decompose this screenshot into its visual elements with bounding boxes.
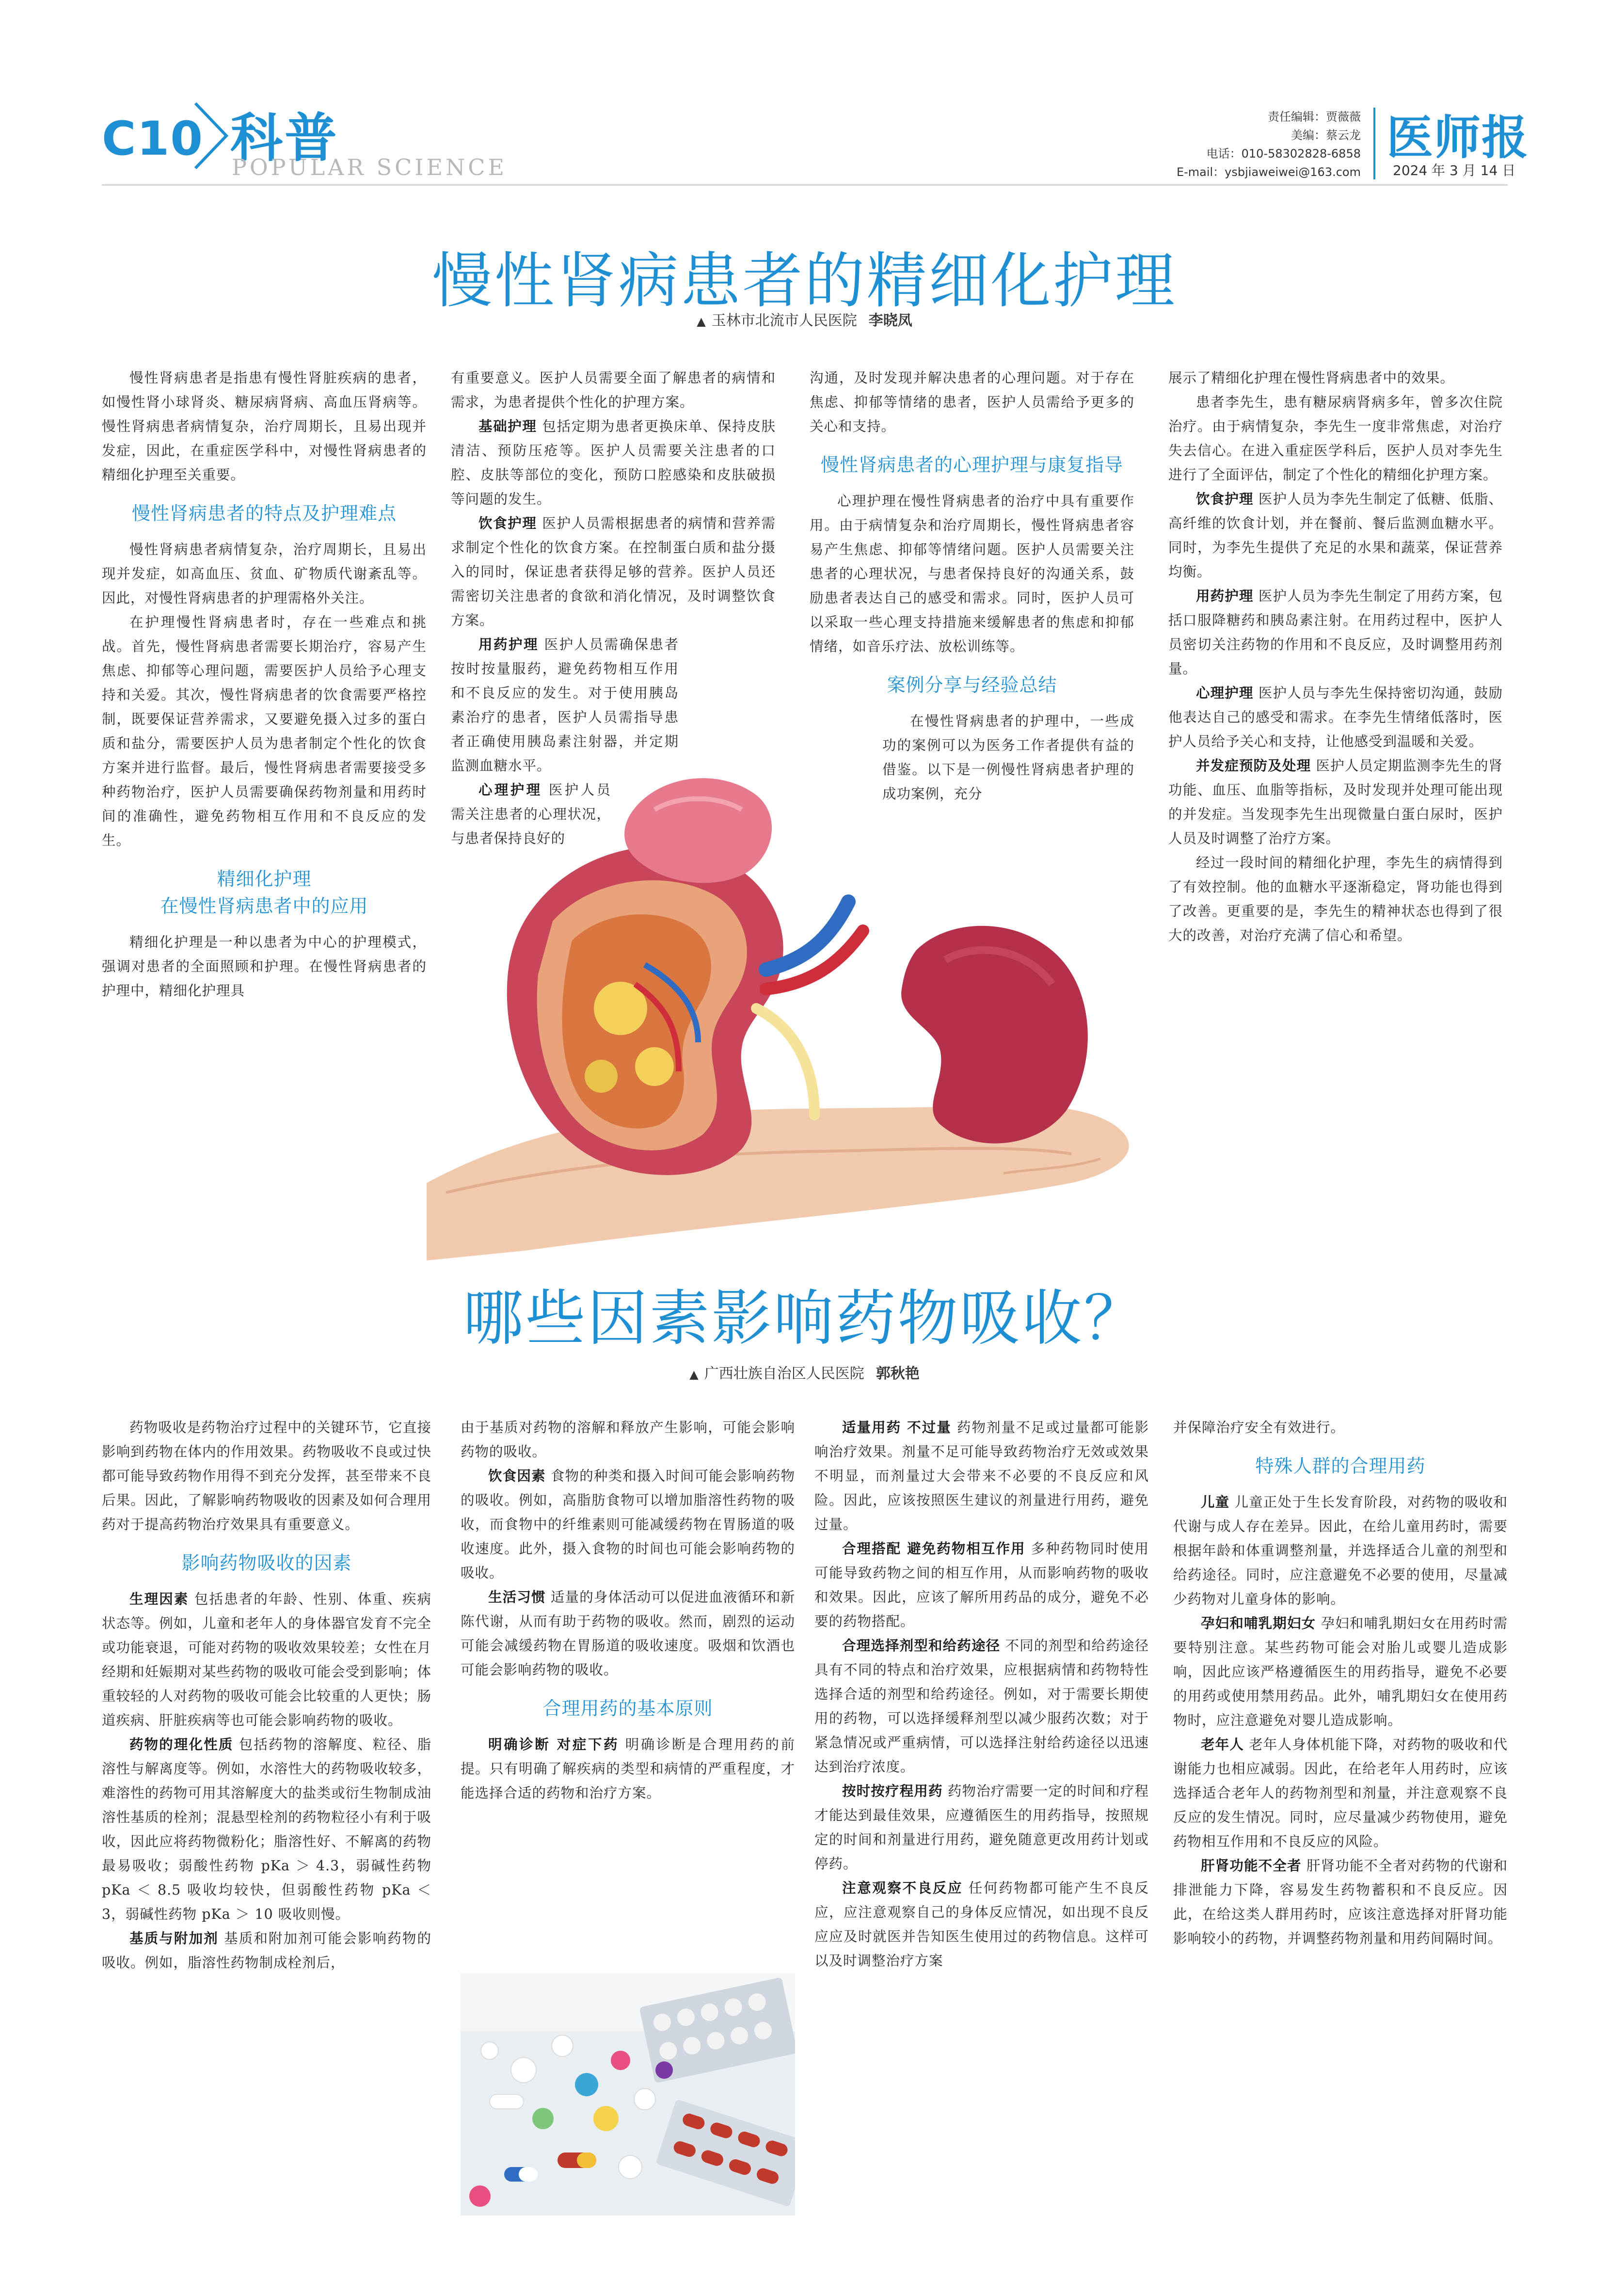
paragraph-text: 肝肾功能不全者对药物的代谢和排泄能力下降，容易发生药物蓄积和不良反应。因此，在给这类人群用药时，应该注意选择对肝肾功能影响较小的药物，并调整药物剂量和用药间隔时间。 bbox=[1173, 1858, 1508, 1946]
paragraph: 展示了精细化护理在慢性肾病患者中的效果。 bbox=[1168, 370, 1455, 386]
section-title: 科普 bbox=[230, 108, 339, 169]
paragraph-text: 医护人员需关注患者的心理状况，与患者保持良好的 bbox=[451, 782, 611, 846]
article1-byline bbox=[0, 308, 1609, 330]
phone-line: 电话：010-58302828-6858 bbox=[1206, 147, 1361, 160]
inline-heading: 用药护理 bbox=[478, 637, 539, 653]
paragraph-text: 任何药物都可能产生不良反应，应注意观察自己的身体反应情况，如出现不良反应应及时就医并告知医生使用过的药物信息。这样可以及时调整治疗方案 bbox=[814, 1880, 1149, 1969]
paragraph-text: 包括患者的年龄、性别、体重、疾病状态等。例如，儿童和老年人的身体器官发育不完全或功能衰退，可能对药物的吸收效果较差；女性在月经期和妊娠期对某些药物的吸收可能会受到影响；体重较轻的人对药物的吸收可能会比较重的人更快；肠道疾病、肝脏疾病等也可能会影响药物的吸收。 bbox=[102, 1591, 431, 1728]
inline-heading: 心理护理 bbox=[1196, 685, 1254, 701]
article2-title: 哪些因素影响药物吸收？ bbox=[463, 1284, 1146, 1354]
paragraph: 慢性肾病患者病情复杂，治疗周期长，且易出现并发症，如高血压、贫血、矿物质代谢紊乱等。因此，对慢性肾病患者的护理需格外关注。 bbox=[102, 542, 427, 606]
subheading: 精细化护理 bbox=[217, 868, 312, 890]
inline-heading: 适量用药 不过量 bbox=[842, 1419, 952, 1435]
article2-column-3 bbox=[814, 1416, 1149, 1973]
subheading: 在慢性肾病患者中的应用 bbox=[160, 895, 368, 917]
paragraph: 在慢性肾病患者的护理中，一些成功的案例可以为医务工作者提供有益的借鉴。以下是一例慢性肾病患者护理的成功案例，充分 bbox=[882, 713, 1134, 802]
paragraph: 心理护理在慢性肾病患者的治疗中具有重要作用。由于病情复杂和治疗周期长，慢性肾病患者容易产生焦虑、抑郁等情绪问题。医护人员需要关注患者的心理状况，与患者保持良好的沟通关系，鼓励患者表达自己的感受和需求。同时，医护人员可以采取一些心理支持措施来缓解患者的焦虑和抑郁情绪，如音乐疗法、放松训练等。 bbox=[810, 493, 1134, 654]
email-line: E-mail：ysbjiaweiwei@163.com bbox=[1176, 165, 1361, 179]
article1-column-3 bbox=[810, 366, 1134, 806]
wrap-around-image bbox=[882, 709, 1134, 806]
editor-info bbox=[1177, 108, 1361, 181]
inline-heading: 合理搭配 避免药物相互作用 bbox=[842, 1541, 1026, 1557]
inline-heading: 按时按疗程用药 bbox=[842, 1783, 943, 1799]
section-subtitle: POPULAR SCIENCE bbox=[232, 154, 508, 180]
pills-image bbox=[461, 1973, 795, 2216]
inline-heading: 明确诊断 对症下药 bbox=[488, 1737, 620, 1753]
byline-org: 玉林市北流市人民医院 bbox=[711, 312, 857, 329]
paragraph-text: 医护人员与李先生保持密切沟通，鼓励他表达自己的感受和需求。在李先生情绪低落时，医护人员给予关心和支持，让他感受到温暖和关爱。 bbox=[1168, 685, 1503, 749]
inline-heading: 老年人 bbox=[1201, 1737, 1244, 1753]
paragraph: 慢性肾病患者是指患有慢性肾脏疾病的患者，如慢性肾小球肾炎、糖尿病肾病、高血压肾病等。慢性肾病患者病情复杂，治疗周期长，且易出现并发症，因此，在重症医学科中，对慢性肾病患者的精细化护理至关重要。 bbox=[102, 370, 427, 483]
byline-org: 广西壮族自治区人民医院 bbox=[704, 1365, 864, 1382]
header-rule bbox=[102, 184, 1508, 186]
paragraph: 在护理慢性肾病患者时，存在一些难点和挑战。首先，慢性肾病患者需要长期治疗，容易产生焦虑、抑郁等心理问题，需要医护人员给予心理支持和关爱。其次，慢性肾病患者的饮食需要严格控制，既要保证营养需求，又要避免摄入过多的蛋白质和盐分，需要医护人员为患者制定个性化的饮食方案并进行监督。最后，慢性肾病患者需要接受多种药物治疗，医护人员需要确保药物剂量和用药时间的准确性，避免药物相互作用和不良反应的发生。 bbox=[102, 614, 427, 848]
paragraph: 有重要意义。医护人员需要全面了解患者的病情和需求，为患者提供个性化的护理方案。 bbox=[451, 370, 776, 410]
byline-marker: ▲ bbox=[697, 315, 706, 328]
inline-heading: 基础护理 bbox=[478, 418, 537, 434]
inline-heading: 饮食因素 bbox=[488, 1468, 546, 1484]
article1-column-1 bbox=[102, 366, 427, 1003]
paragraph-text: 明确诊断是合理用药的前提。只有明确了解疾病的类型和病情的严重程度，才能选择合适的药物和治疗方案。 bbox=[461, 1737, 795, 1801]
paragraph-text: 医护人员需根据患者的病情和营养需求制定个性化的饮食方案。在控制蛋白质和盐分摄入的同时，保证患者获得足够的营养。医护人员还需密切关注患者的食欲和消化情况，及时调整饮食方案。 bbox=[451, 515, 776, 628]
article2-byline bbox=[0, 1361, 1609, 1383]
paragraph-text: 不同的剂型和给药途径具有不同的特点和治疗效果，应根据病情和药物特性选择合适的剂型和给药途径。例如，对于需要长期使用的药物，可以选择缓释剂型以减少服药次数；对于紧急情况或严重病情，可以选择注射给药途径以迅速达到治疗浓度。 bbox=[814, 1638, 1149, 1775]
paragraph-text: 儿童正处于生长发育阶段，对药物的吸收和代谢与成人存在差异。因此，在给儿童用药时，需要根据年龄和体重调整剂量，并选择适合儿童的剂型和给药途径。同时，应注意避免不必要的使用，尽量减少药物对儿童身体的影响。 bbox=[1173, 1494, 1508, 1607]
page-number: C10 bbox=[102, 112, 204, 166]
paragraph-text: 药物剂量不足或过量都可能影响治疗效果。剂量不足可能导致药物治疗无效或效果不明显，而剂量过大会带来不必要的不良反应和风险。因此，应该按照医生建议的剂量进行用药，避免过量。 bbox=[814, 1419, 1149, 1532]
article2-column-2 bbox=[461, 1416, 795, 1805]
editor-line: 责任编辑：贾薇薇 bbox=[1268, 110, 1361, 124]
paragraph-text: 包括药物的溶解度、粒径、脂溶性与解离度等。例如，水溶性大的药物吸收较多，难溶性的药物可用其溶解度大的盐类或衍生物制成油溶性基质的栓剂；混悬型栓剂的药物粒径小有利于吸收，因此应将药物微粉化；脂溶性好、不解离的药物最易吸收；弱酸性药物 pKa ＞ 4.3，弱碱性药物 pKa ＜ 8.5 吸收均较快，但弱酸性药物 pKa ＜ 3，弱碱性药物 pKa ＞ 10 吸收则慢。 bbox=[102, 1737, 431, 1922]
paragraph: 并保障治疗安全有效进行。 bbox=[1173, 1419, 1345, 1435]
inline-heading: 心理护理 bbox=[478, 782, 542, 798]
masthead-logo: 医师报 bbox=[1386, 111, 1529, 165]
subheading: 特殊人群的合理用药 bbox=[1255, 1455, 1426, 1477]
paragraph: 由于基质对药物的溶解和释放产生影响，可能会影响药物的吸收。 bbox=[461, 1419, 795, 1460]
paragraph-text: 基质和附加剂可能会影响药物的吸收。例如，脂溶性药物制成栓剂后， bbox=[102, 1930, 431, 1971]
subheading: 合理用药的基本原则 bbox=[542, 1698, 713, 1719]
paragraph: 精细化护理是一种以患者为中心的护理模式，强调对患者的全面照顾和护理。在慢性肾病患者的护理中，精细化护理具 bbox=[102, 934, 427, 999]
publication-date: 2024 年 3 月 14 日 bbox=[1393, 162, 1516, 178]
paragraph-text: 食物的种类和摄入时间可能会影响药物的吸收。例如，高脂肪食物可以增加脂溶性药物的吸收，而食物中的纤维素则可能减缓药物在胃肠道的吸收速度。此外，摄入食物的时间也可能会影响药物的吸收。 bbox=[461, 1468, 795, 1581]
inline-heading: 药物的理化性质 bbox=[129, 1737, 234, 1753]
paragraph-text: 医护人员定期监测李先生的肾功能、血压、血脂等指标，及时发现并处理可能出现的并发症。当发现李先生出现微量白蛋白尿时，医护人员及时调整了治疗方案。 bbox=[1168, 758, 1503, 846]
inline-heading: 生活习惯 bbox=[488, 1589, 546, 1605]
inline-heading: 合理选择剂型和给药途径 bbox=[842, 1638, 1001, 1654]
inline-heading: 生理因素 bbox=[129, 1591, 189, 1607]
paragraph-text: 包括定期为患者更换床单、保持皮肤清洁、预防压疮等。医护人员需要关注患者的口腔、皮肤等部位的变化，预防口腔感染和皮肤破损等问题的发生。 bbox=[451, 418, 776, 507]
subheading: 慢性肾病患者的特点及护理难点 bbox=[131, 503, 397, 524]
inline-heading: 孕妇和哺乳期妇女 bbox=[1201, 1615, 1316, 1631]
paragraph-text: 药物治疗需要一定的时间和疗程才能达到最佳效果，应遵循医生的用药指导，按照规定的时间和剂量进行用药，避免随意更改用药计划或停药。 bbox=[814, 1783, 1149, 1872]
header-divider bbox=[1373, 108, 1375, 179]
paragraph-text: 适量的身体活动可以促进血液循环和新陈代谢，从而有助于药物的吸收。然而，剧烈的运动可能会减缓药物在胃肠道的吸收速度。吸烟和饮酒也可能会影响药物的吸收。 bbox=[461, 1589, 795, 1678]
paragraph: 患者李先生，患有糖尿病肾病多年，曾多次住院治疗。由于病情复杂，李先生一度非常焦虑，对治疗失去信心。在进入重症医学科后，医护人员对李先生进行了全面评估，制定了个性化的精细化护理方案。 bbox=[1168, 394, 1503, 483]
paragraph-text: 孕妇和哺乳期妇女在用药时需要特别注意。某些药物可能会对胎儿或婴儿造成影响，因此应该严格遵循医生的用药指导，避免不必要的用药或使用禁用药品。此外，哺乳期妇女在使用药物时，应注意避免对婴儿造成影响。 bbox=[1173, 1615, 1508, 1728]
article2-column-4 bbox=[1173, 1416, 1508, 1951]
paragraph-text: 医护人员需确保患者按时按量服药，避免药物相互作用和不良反应的发生。对于使用胰岛素治疗的患者，医护人员需指导患者正确使用胰岛素注射器，并定期监测血糖水平。 bbox=[451, 637, 679, 774]
paragraph: 药物吸收是药物治疗过程中的关键环节，它直接影响到药物在体内的作用效果。药物吸收不良或过快都可能导致药物作用得不到充分发挥，甚至带来不良后果。因此，了解影响药物吸收的因素及如何合理用药对于提高药物治疗效果具有重要意义。 bbox=[102, 1419, 431, 1532]
paragraph-text: 多种药物同时使用可能导致药物之间的相互作用，从而影响药物的吸收和效果。因此，应该了解所用药品的成分，避免不必要的药物搭配。 bbox=[814, 1541, 1149, 1629]
inline-heading: 注意观察不良反应 bbox=[842, 1880, 963, 1896]
article1-title: 慢性肾病患者的精细化护理 bbox=[432, 246, 1177, 316]
inline-heading: 用药护理 bbox=[1196, 588, 1254, 604]
paragraph: 经过一段时间的精细化护理，李先生的病情得到了有效控制。他的血糖水平逐渐稳定，肾功能也得到了改善。更重要的是，李先生的精神状态也得到了很大的改善，对治疗充满了信心和希望。 bbox=[1168, 855, 1503, 943]
byline-marker: ▲ bbox=[689, 1368, 699, 1381]
subheading: 影响药物吸收的因素 bbox=[181, 1552, 352, 1574]
chevron-right-icon bbox=[191, 99, 230, 172]
wrap-around-image bbox=[451, 633, 679, 851]
inline-heading: 儿童 bbox=[1201, 1494, 1230, 1510]
inline-heading: 基质与附加剂 bbox=[129, 1930, 219, 1946]
paragraph: 沟通，及时发现并解决患者的心理问题。对于存在焦虑、抑郁等情绪的患者，医护人员需给予更多的关心和支持。 bbox=[810, 370, 1134, 434]
paragraph-text: 医护人员为李先生制定了用药方案，包括口服降糖药和胰岛素注射。在用药过程中，医护人员密切关注药物的作用和不良反应，及时调整用药剂量。 bbox=[1168, 588, 1503, 677]
subheading: 案例分享与经验总结 bbox=[887, 674, 1057, 696]
paragraph-text: 老年人身体机能下降，对药物的吸收和代谢能力也相应减弱。因此，在给老年人用药时，应该选择适合老年人的药物剂型和剂量，并注意观察不良反应的发生情况。同时，应尽量减少药物使用，避免药物相互作用和不良反应的风险。 bbox=[1173, 1737, 1508, 1850]
byline-author: 李晓凤 bbox=[868, 312, 912, 329]
article1-column-4 bbox=[1168, 366, 1503, 948]
paragraph-text: 医护人员为李先生制定了低糖、低脂、高纤维的饮食计划，并在餐前、餐后监测血糖水平。同时，为李先生提供了充足的水果和蔬菜，保证营养均衡。 bbox=[1168, 491, 1503, 580]
byline-author: 郭秋艳 bbox=[876, 1365, 920, 1382]
article2-column-1 bbox=[102, 1416, 431, 1975]
inline-heading: 饮食护理 bbox=[1196, 491, 1254, 507]
inline-heading: 肝肾功能不全者 bbox=[1201, 1858, 1302, 1874]
art-editor-line: 美编：蔡云龙 bbox=[1291, 128, 1361, 142]
inline-heading: 饮食护理 bbox=[478, 515, 537, 531]
inline-heading: 并发症预防及处理 bbox=[1196, 758, 1311, 774]
article1-column-2 bbox=[451, 366, 776, 851]
subheading: 慢性肾病患者的心理护理与康复指导 bbox=[820, 454, 1123, 476]
